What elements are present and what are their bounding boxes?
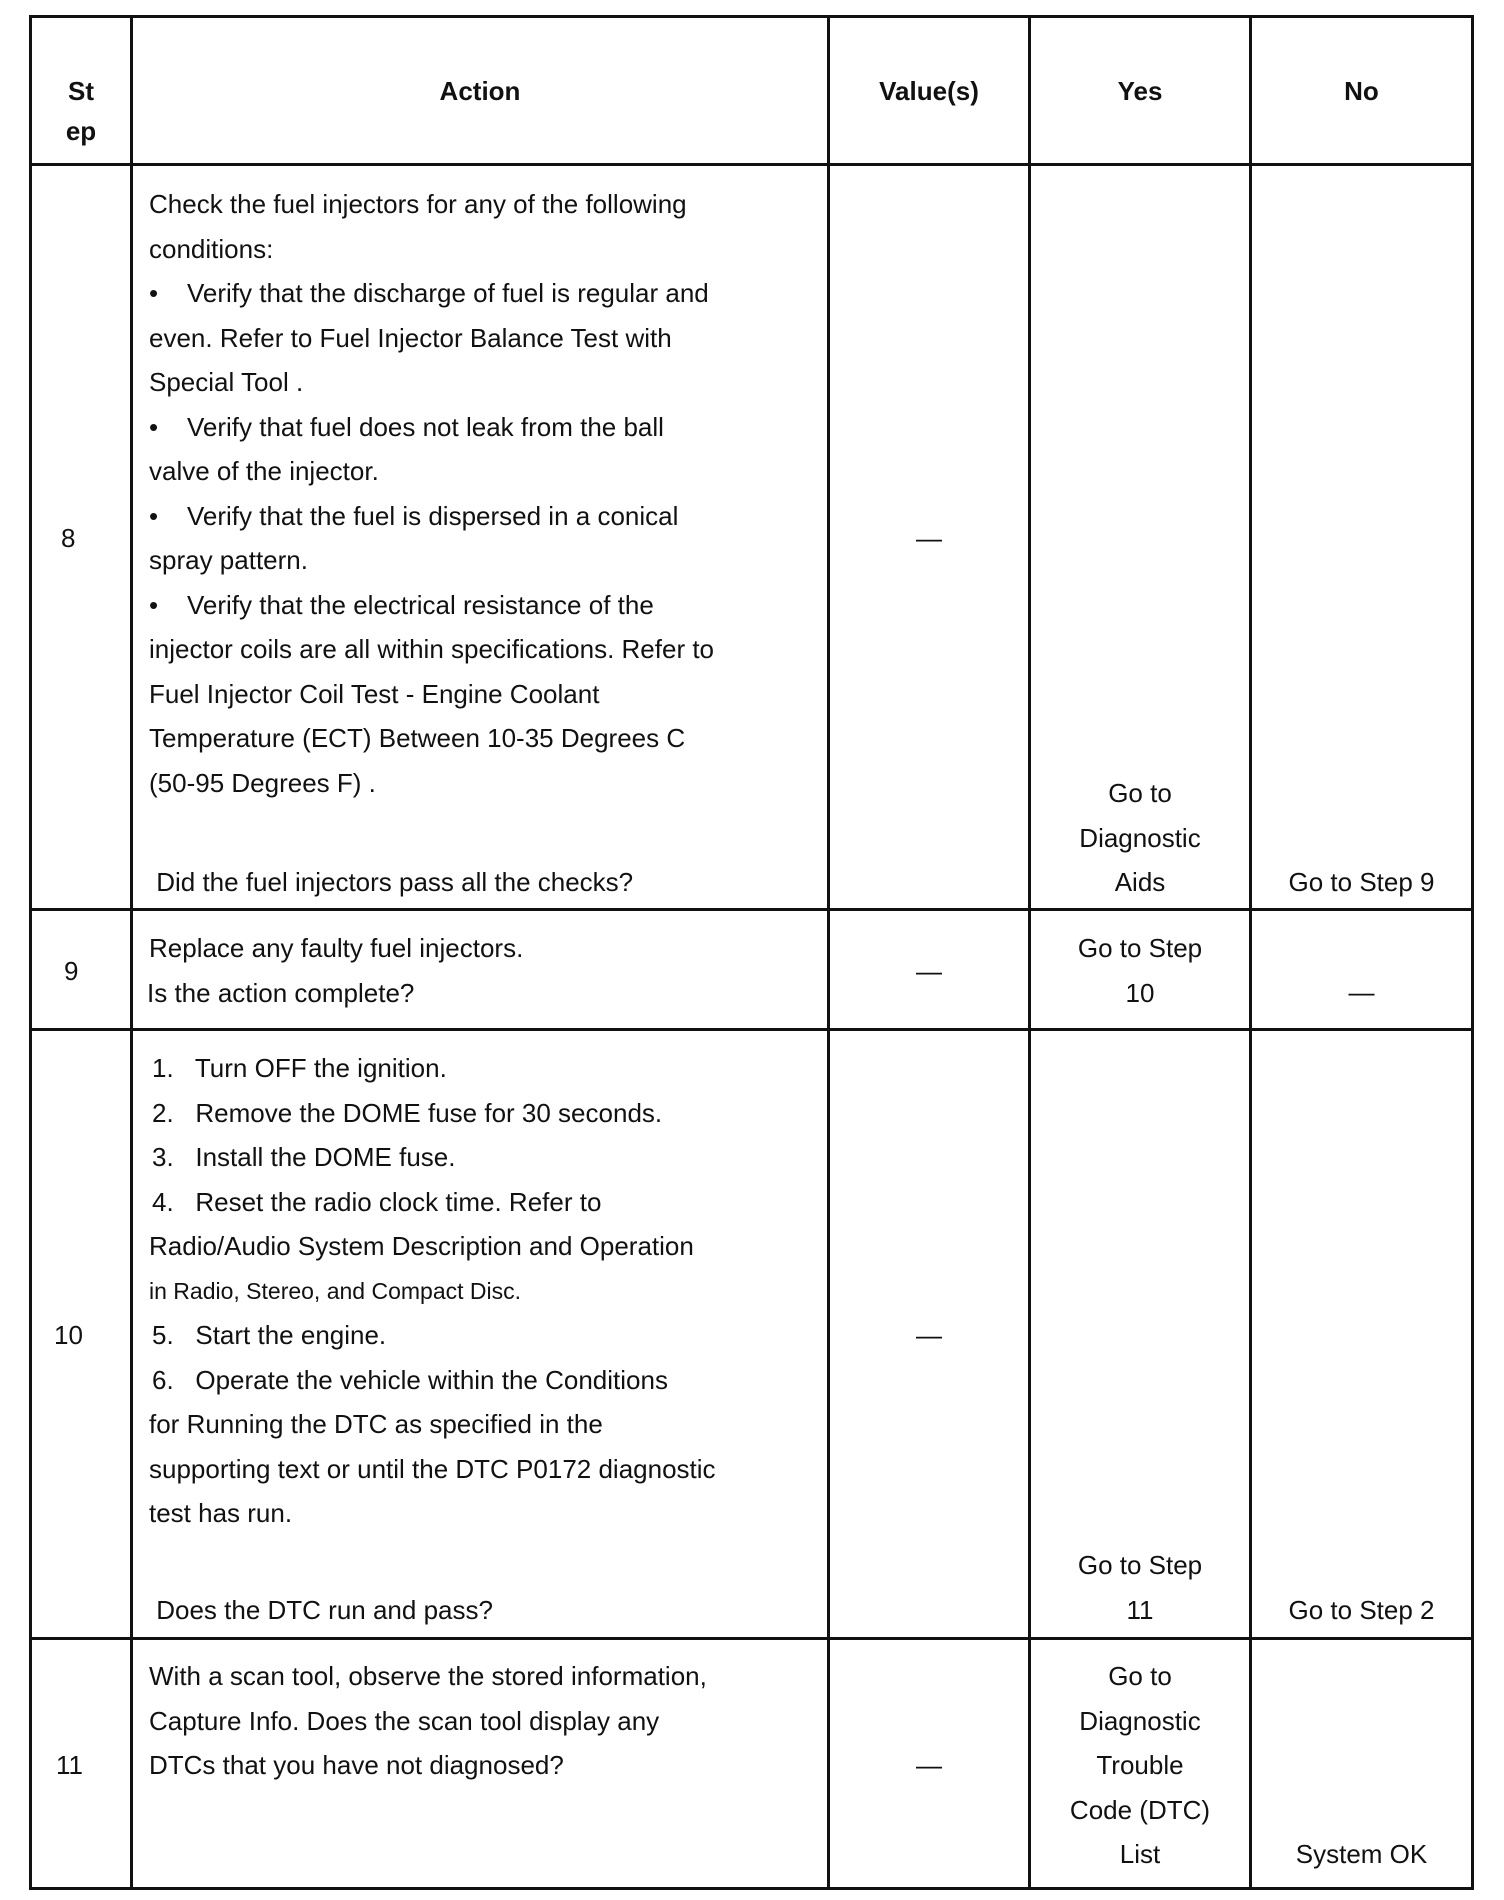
- action-line: 4. Reset the radio clock time. Refer to: [152, 1186, 602, 1217]
- action-line: • Verify that fuel does not leak from the ball: [149, 411, 664, 442]
- rule-top: [29, 15, 1474, 18]
- yes-cell: [1031, 1654, 1249, 1877]
- yes-line: Aids: [1114, 867, 1166, 897]
- action-line: for Running the DTC as specified in the: [149, 1409, 603, 1439]
- no-cell: System OK: [1295, 1839, 1428, 1869]
- yes-line: Go to Step: [1077, 933, 1203, 963]
- action-line: 2. Remove the DOME fuse for 30 seconds.: [152, 1097, 663, 1128]
- action-line: • Verify that the fuel is dispersed in a conical: [149, 500, 679, 531]
- step-number: 8: [61, 523, 76, 553]
- yes-line: Diagnostic: [1079, 1705, 1201, 1736]
- action-line: • Verify that the discharge of fuel is regular and: [149, 278, 709, 308]
- value-cell: —: [916, 1320, 942, 1350]
- action-line: Special Tool .: [149, 367, 304, 397]
- value-cell: —: [916, 1750, 942, 1780]
- header-yes: Yes: [1117, 76, 1163, 106]
- rule-row9-bottom: [29, 1028, 1474, 1031]
- yes-line: Go to Step: [1077, 1550, 1203, 1580]
- step-number: 10: [54, 1320, 83, 1350]
- no-cell: Go to Step 2: [1288, 1595, 1435, 1625]
- action-line: 5. Start the engine.: [152, 1320, 387, 1350]
- rule-row8-bottom: [29, 908, 1474, 911]
- yes-line: 10: [1125, 977, 1155, 1008]
- action-cell: [147, 926, 524, 1015]
- rule-step-action: [130, 15, 133, 1890]
- action-line: injector coils are all within specifications. Refer to: [149, 634, 715, 664]
- no-cell: —: [1348, 977, 1375, 1007]
- action-cell: [149, 1654, 707, 1788]
- yes-cell: [1031, 926, 1249, 1015]
- action-line: • Verify that the electrical resistance of the: [149, 589, 654, 620]
- header-step-line2: ep: [65, 116, 97, 146]
- action-line: spray pattern.: [149, 545, 308, 575]
- action-line: 1. Turn OFF the ignition.: [152, 1053, 447, 1083]
- no-cell: Go to Step 9: [1288, 867, 1435, 897]
- yes-cell: [1031, 1543, 1249, 1632]
- action-question: Does the DTC run and pass?: [149, 1595, 493, 1625]
- action-line: even. Refer to Fuel Injector Balance Test with: [149, 322, 672, 353]
- rule-left: [29, 15, 32, 1890]
- value-cell: —: [916, 956, 942, 986]
- header-values: Value(s): [879, 76, 979, 106]
- action-line: Replace any faulty fuel injectors.: [149, 933, 524, 963]
- action-line: Check the fuel injectors for any of the following: [149, 189, 687, 219]
- value-cell: —: [916, 523, 942, 553]
- action-line: (50-95 Degrees F) .: [149, 767, 376, 798]
- header-step-line1: St: [68, 76, 94, 106]
- action-cell: [149, 182, 714, 805]
- diagnostic-table: [29, 15, 1474, 1890]
- header-action: Action: [439, 76, 521, 106]
- action-line: test has run.: [149, 1498, 293, 1528]
- rule-right: [1471, 15, 1474, 1890]
- action-line: Capture Info. Does the scan tool display any: [149, 1705, 660, 1736]
- action-line: With a scan tool, observe the stored information,: [149, 1661, 707, 1691]
- yes-line: Trouble: [1096, 1750, 1184, 1780]
- step-number: 9: [64, 956, 79, 986]
- yes-line: Diagnostic: [1079, 822, 1201, 853]
- yes-line: Code (DTC): [1069, 1794, 1211, 1825]
- action-line: conditions:: [149, 233, 274, 264]
- action-line: DTCs that you have not diagnosed?: [149, 1750, 564, 1780]
- yes-line: Go to: [1108, 1661, 1172, 1691]
- rule-row10-bottom: [29, 1637, 1474, 1640]
- action-line: supporting text or until the DTC P0172 diagnostic: [149, 1453, 716, 1484]
- header-step: [32, 71, 130, 151]
- action-line: Radio/Audio System Description and Operation: [149, 1231, 694, 1261]
- action-cell: [149, 1046, 716, 1536]
- action-line: valve of the injector.: [149, 456, 379, 486]
- action-line: 3. Install the DOME fuse.: [152, 1142, 456, 1172]
- step-number: 11: [56, 1750, 83, 1780]
- rule-bottom: [29, 1887, 1474, 1890]
- action-question: Did the fuel injectors pass all the checks?: [149, 867, 634, 897]
- action-line: Temperature (ECT) Between 10-35 Degrees C: [149, 723, 686, 753]
- yes-line: 11: [1126, 1594, 1154, 1625]
- yes-line: List: [1119, 1839, 1161, 1869]
- yes-cell: [1031, 771, 1249, 905]
- yes-line: Go to: [1108, 778, 1172, 808]
- action-line: in Radio, Stereo, and Compact Disc.: [149, 1277, 522, 1304]
- action-line: Fuel Injector Coil Test - Engine Coolant: [149, 678, 600, 709]
- action-line: 6. Operate the vehicle within the Conditions: [152, 1364, 668, 1395]
- header-no: No: [1344, 76, 1379, 106]
- action-line: Is the action complete?: [147, 977, 415, 1008]
- rule-header-bottom: [29, 163, 1474, 166]
